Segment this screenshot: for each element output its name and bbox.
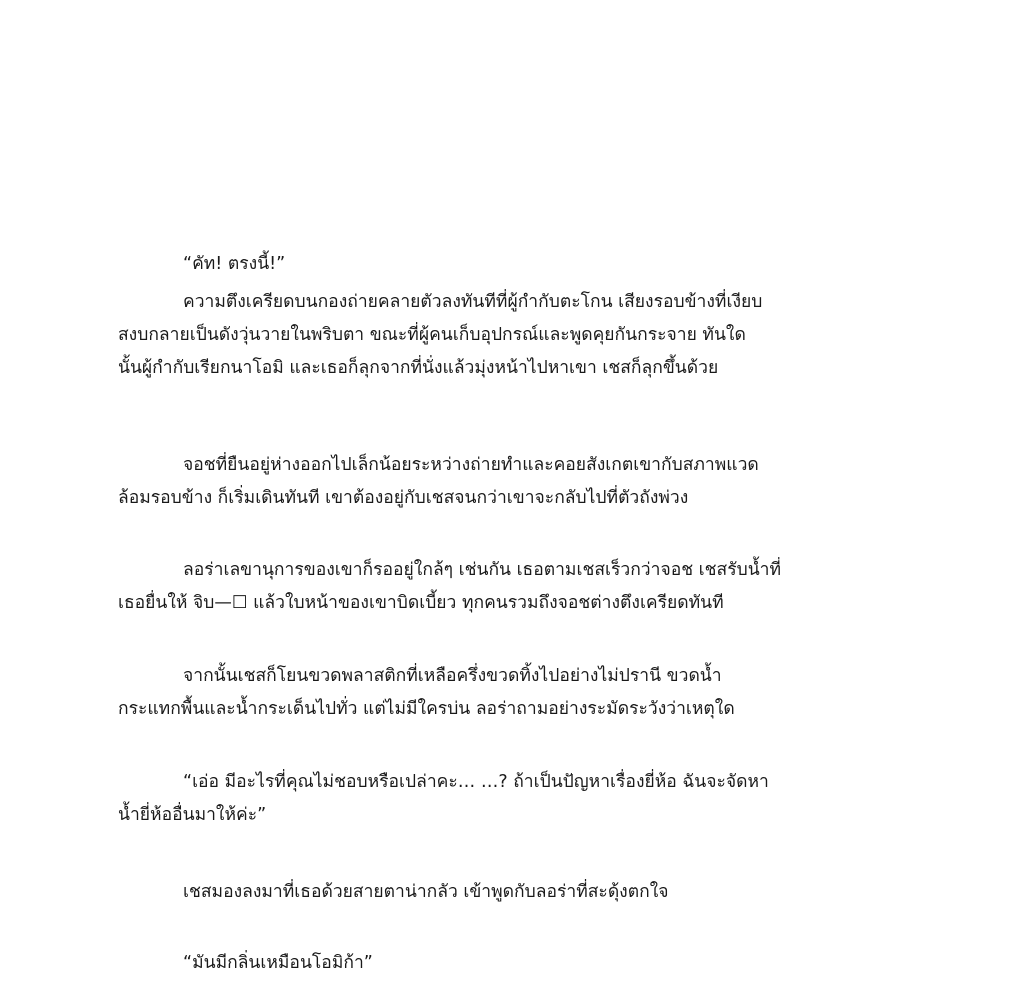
paragraph-chase-looks <box>118 876 918 909</box>
text-line: จอชที่ยืนอยู่ห่างออกไปเล็กน้อยระหว่างถ่ายทำและคอยสังเกตเขากับสภาพแวด <box>183 455 759 475</box>
text-line: ลอร่าเลขานุการของเขาก็รออยู่ใกล้ๆ เช่นกัน เธอตามเชสเร็วกว่าจอช เชสรับน้ำที่ <box>183 560 782 580</box>
text-line: “คัท! ตรงนี้!” <box>183 254 286 274</box>
text-line: ความตึงเครียดบนกองถ่ายคลายตัวลงทันทีที่ผู้กำกับตะโกน เสียงรอบข้างที่เงียบ <box>183 292 763 312</box>
paragraph-dialogue-omega <box>118 947 918 980</box>
text-line: เชสมองลงมาที่เธอด้วยสายตาน่ากลัว เข้าพูดกับลอร่าที่สะดุ้งตกใจ <box>183 882 669 902</box>
paragraph-bottle <box>118 660 918 726</box>
text-line: “เอ่อ มีอะไรที่คุณไม่ชอบหรือเปล่าคะ… …? ถ้าเป็นปัญหาเรื่องยี่ห้อ ฉันจะจัดหา <box>183 772 769 792</box>
paragraph-laura <box>118 554 918 620</box>
text-line: ล้อมรอบข้าง ก็เริ่มเดินทันที เขาต้องอยู่กับเชสจนกว่าเขาจะกลับไปที่ตัวถังพ่วง <box>118 488 689 508</box>
text-line: จากนั้นเชสก็โยนขวดพลาสติกที่เหลือครึ่งขวดทิ้งไปอย่างไม่ปรานี ขวดน้ำ <box>183 666 722 686</box>
text-line: นั้นผู้กำกับเรียกนาโอมิ และเธอก็ลุกจากที่นั่งแล้วมุ่งหน้าไปหาเขา เชสก็ลุกขึ้นด้วย <box>118 358 719 378</box>
paragraph-josh <box>118 449 918 515</box>
paragraph-dialogue-laura <box>118 766 918 832</box>
text-line: สงบกลายเป็นดังวุ่นวายในพริบตา ขณะที่ผู้คนเก็บอุปกรณ์และพูดคุยกันกระจาย ทันใด <box>118 325 746 345</box>
text-line: น้ำยี่ห้ออื่นมาให้ค่ะ” <box>118 805 267 825</box>
paragraph-tension-release <box>118 286 918 385</box>
text-line: กระแทกพื้นและน้ำกระเด็นไปทั่ว แต่ไม่มีใครบ่น ลอร่าถามอย่างระมัดระวังว่าเหตุใด <box>118 699 735 719</box>
paragraph-dialogue-cut <box>118 248 918 281</box>
text-line: “มันมีกลิ่นเหมือนโอมิก้า” <box>183 953 373 973</box>
text-line: เธอยื่นให้ จิบ—☐ แล้วใบหน้าของเขาบิดเบี้ยว ทุกคนรวมถึงจอชต่างตึงเครียดทันที <box>118 593 724 613</box>
